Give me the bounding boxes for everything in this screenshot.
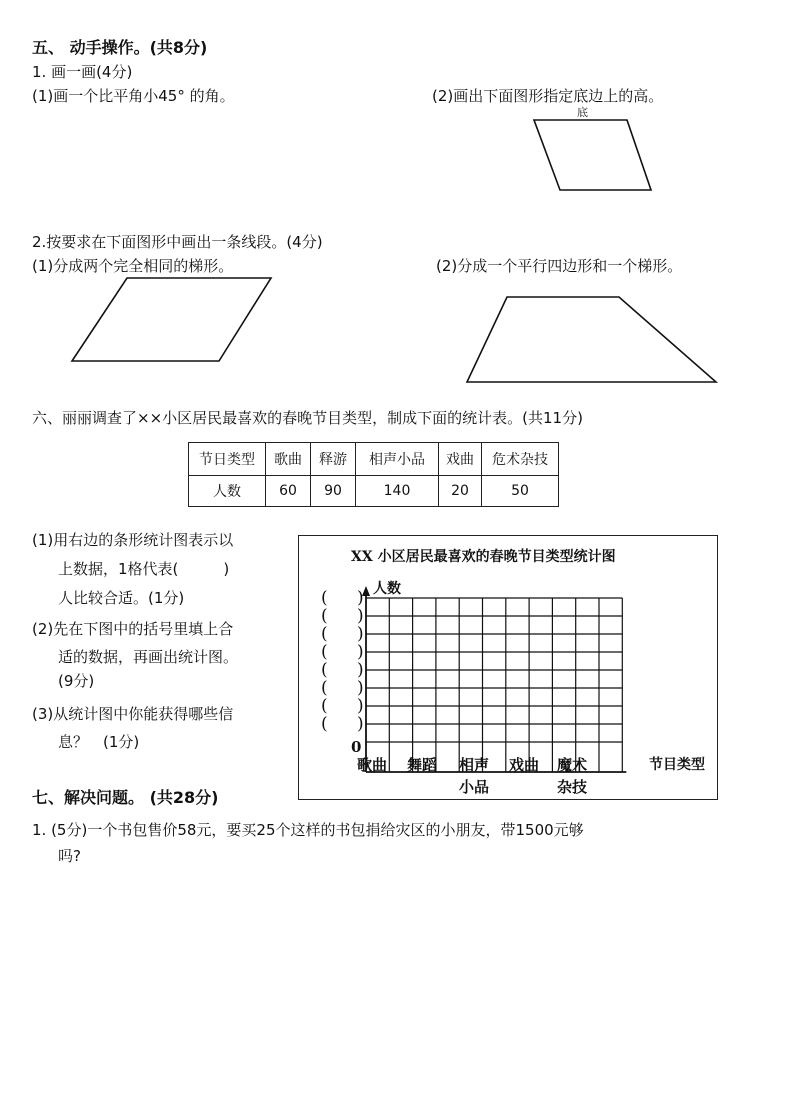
x-tick-label: 歌曲 bbox=[357, 756, 388, 774]
y-tick-blank-open[interactable]: ( bbox=[321, 714, 328, 734]
y-origin-label: 0 bbox=[351, 738, 362, 756]
table-cell: 戏曲 bbox=[439, 443, 482, 476]
bar-chart-frame bbox=[298, 535, 718, 800]
y-tick-blank-close: ) bbox=[357, 642, 364, 662]
y-tick-blank-open[interactable]: ( bbox=[321, 588, 328, 608]
section6-title: 六、丽丽调查了××小区居民最喜欢的春晚节目类型，制成下面的统计表。(共11分) bbox=[32, 409, 583, 427]
x-tick-label: 戏曲 bbox=[509, 756, 540, 774]
s6-q2-line1: (2)先在下图中的括号里填上合 bbox=[32, 620, 234, 638]
y-tick-blank-close: ) bbox=[357, 660, 364, 680]
x-axis-label: 节目类型 bbox=[649, 757, 705, 773]
y-tick-blank-close: ) bbox=[357, 606, 364, 626]
section5-title: 五、 动手操作。(共8分) bbox=[32, 38, 208, 57]
trapezoid-figure bbox=[467, 297, 716, 382]
x-tick-label: 杂技 bbox=[557, 778, 588, 796]
s6-q2-line2: 适的数据，再画出统计图。 bbox=[58, 648, 239, 666]
section7-title: 七、解决问题。 (共28分) bbox=[32, 788, 219, 807]
s6-q1-line3: 人比较合适。(1分) bbox=[58, 589, 185, 607]
s6-q3-line2: 息？ (1分) bbox=[58, 733, 140, 751]
q2-2-text: (2)分成一个平行四边形和一个梯形。 bbox=[436, 257, 683, 275]
s7-q1-line2: 吗? bbox=[58, 847, 81, 865]
table-cell: 释游 bbox=[311, 443, 356, 476]
parallelogram-figure-2 bbox=[72, 278, 271, 361]
y-tick-blank-open[interactable]: ( bbox=[321, 678, 328, 698]
y-tick-blank-open[interactable]: ( bbox=[321, 624, 328, 644]
y-tick-blank-close: ) bbox=[357, 624, 364, 644]
table-cell: 危术杂技 bbox=[482, 443, 559, 476]
table-cell: 节日类型 bbox=[189, 443, 266, 476]
y-tick-blank-open[interactable]: ( bbox=[321, 606, 328, 626]
x-tick-label: 小品 bbox=[459, 778, 490, 796]
y-tick-blank-close: ) bbox=[357, 588, 364, 608]
q1-1-text: (1)画一个比平角小45° 的角。 bbox=[32, 87, 235, 105]
x-tick-label: 魔术 bbox=[557, 756, 588, 774]
table-cell: 90 bbox=[311, 476, 356, 507]
x-tick-label: 舞蹈 bbox=[407, 756, 438, 774]
table-cell: 20 bbox=[439, 476, 482, 507]
table-header-row bbox=[189, 443, 559, 476]
s6-q2-line3: (9分) bbox=[58, 672, 95, 690]
s6-q3-line1: (3)从统计图中你能获得哪些信 bbox=[32, 705, 234, 723]
table-cell: 人数 bbox=[189, 476, 266, 507]
y-tick-blank-close: ) bbox=[357, 678, 364, 698]
y-tick-blank-close: ) bbox=[357, 714, 364, 734]
table-cell: 60 bbox=[266, 476, 311, 507]
chart-title: XX 小区居民最喜欢的春晚节目类型统计图 bbox=[351, 549, 616, 565]
q2-heading: 2.按要求在下面图形中画出一条线段。(4分) bbox=[32, 233, 323, 251]
table-cell: 相声小品 bbox=[356, 443, 439, 476]
y-tick-blank-open[interactable]: ( bbox=[321, 660, 328, 680]
table-row bbox=[189, 476, 559, 507]
table-cell: 140 bbox=[356, 476, 439, 507]
q1-2-text: (2)画出下面图形指定底边上的高。 bbox=[432, 87, 664, 105]
table-cell: 歌曲 bbox=[266, 443, 311, 476]
s6-q1-line1: (1)用右边的条形统计图表示以 bbox=[32, 531, 234, 549]
x-tick-label: 相声 bbox=[459, 756, 490, 774]
y-tick-blank-close: ) bbox=[357, 696, 364, 716]
q1-heading: 1. 画一画(4分) bbox=[32, 63, 133, 81]
y-tick-blank-open[interactable]: ( bbox=[321, 696, 328, 716]
y-axis-label: 人数 bbox=[373, 581, 401, 597]
q2-1-text: (1)分成两个完全相同的梯形。 bbox=[32, 257, 234, 275]
base-mark-label: 底 bbox=[577, 106, 588, 119]
table-cell: 50 bbox=[482, 476, 559, 507]
stats-table bbox=[188, 442, 559, 507]
s7-q1-line1: 1. (5分)一个书包售价58元，要买25个这样的书包捐给灾区的小朋友，带1500元够 bbox=[32, 821, 584, 839]
s6-q1-line2: 上数据，1格代表( ) bbox=[58, 560, 230, 578]
parallelogram-figure-1 bbox=[534, 120, 651, 190]
y-tick-blank-open[interactable]: ( bbox=[321, 642, 328, 662]
